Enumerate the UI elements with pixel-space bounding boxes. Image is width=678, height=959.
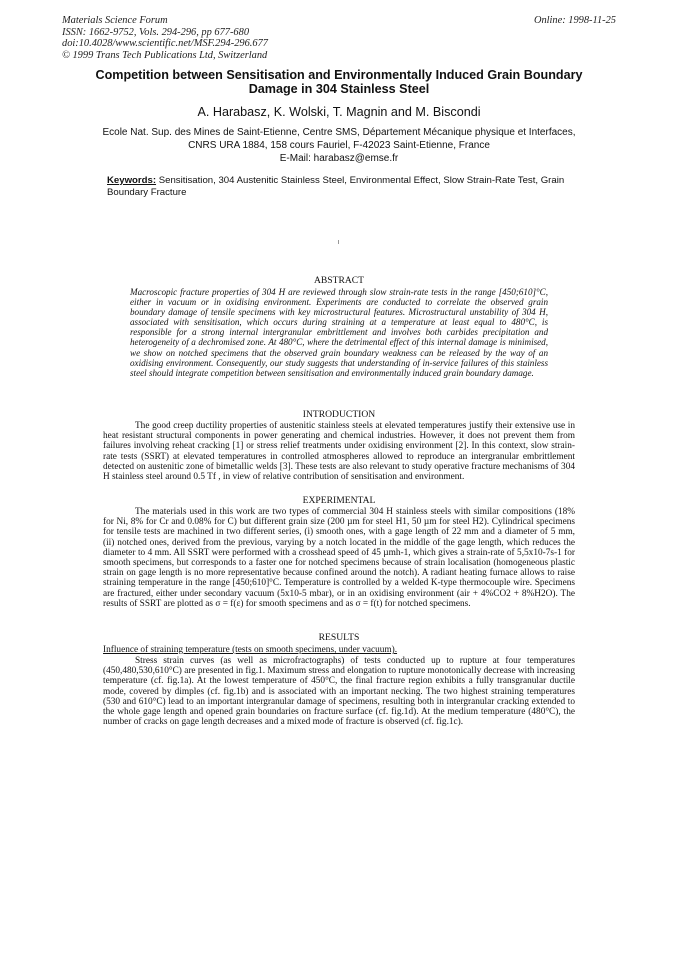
experimental-text: The materials used in this work are two types of commercial 304 H stainless steels with similar compositions (18% for Ni, 8% for Cr and 0.08% for C) but different grain size (200 µm for steel H1, 50 µm for steel H2). Cylindrical specimens for tensile tests are machined in two different series, (i) smooth ones, with a gage length of 22 mm and a diameter of 5 mm, (ii) notched ones, derived from the previous, varying by a notch located in the middle of the gage length, which reduces the diameter to 4 mm. All SSRT were performed with a crosshead speed of 45 µmh-1, which gives a strain-rate of 5,5x10-7s-1 for smooth specimens, but corresponds to a faster one for notched specimens because of strain localisation (homogeneous plastic strain on gage length is no more representative because confined around the notch). A radiant heating furnace allows to raise straining temperature in the range [450;610]°C. Temperature is controlled by a welded K-type thermocouple wire. Specimens are fractured, either under secondary vacuum (5x10-5 mbar), or in an oxidising environment (air + 4%CO2 + 8%H2O). The results of SSRT are plotted as σ = f(ε) for smooth specimens and as σ = f(t) for notched specimens. <box>103 507 575 609</box>
affiliation-block <box>96 127 582 165</box>
keywords-label: Keywords: <box>107 175 157 186</box>
paper-authors: A. Harabasz, K. Wolski, T. Magnin and M. Biscondi <box>197 105 481 119</box>
experimental-heading: EXPERIMENTAL <box>302 495 376 506</box>
paper-title: Competition between Sensitisation and Environmentally Induced Grain Boundary Damage in 304 Stainless Steel <box>95 68 583 97</box>
copyright-line: © 1999 Trans Tech Publications Ltd, Switzerland <box>62 49 268 61</box>
introduction-text: The good creep ductility properties of austenitic stainless steels at elevated temperatures justify their extensive use in heat resistant structural components in power generating and chemical industries. However, it does not prevent them from failures involving reheat cracking [1] or stress relief treatments under oxidising environment [2]. In this context, slow strain-rate tests (SSRT) at elevated temperatures in controlled atmospheres allowed to reproduce an intergranular embrittlement detected on austenitic zone of bimetallic welds [3]. These tests are also relevant to study operative fracture mechanisms of 304 H stainless steel around 0.5 Tf , in view of relative contribution of sensitisation and environment. <box>103 421 575 483</box>
email[interactable]: E-Mail: harabasz@emse.fr <box>279 152 399 164</box>
abstract-heading: ABSTRACT <box>313 275 365 286</box>
journal-name: Materials Science Forum <box>62 15 168 26</box>
results-heading: RESULTS <box>318 632 360 643</box>
online-date: Online: 1998-11-25 <box>533 15 616 26</box>
results-subheading: Influence of straining temperature (tests on smooth specimens, under vacuum). <box>103 645 398 655</box>
affiliation: Ecole Nat. Sup. des Mines de Saint-Etienne, Centre SMS, Département Mécanique physique et Interfaces, CNRS URA 1884, 158 cours Fauriel, F-42023 Saint-Etienne, France <box>102 127 576 151</box>
keywords-text: Sensitisation, 304 Austenitic Stainless Steel, Environmental Effect, Slow Strain-Rate Test, Grain Boundary Fracture <box>107 175 565 198</box>
doi-link[interactable]: doi:10.4028/www.scientific.net/MSF.294-296.677 <box>62 38 268 50</box>
results-text: Stress strain curves (as well as microfractographs) of tests conducted up to rupture at four temperatures (450,480,530,610°C) are presented in fig.1. Maximum stress and elongation to rupture monotonically decrease with increasing temperature (cf. fig.1a). At the lowest temperature of 450°C, the final fracture region exhibits a fully transgranular ductile mode, covered by dimples (cf. fig.1b) and is associated with an important necking. The two highest straining temperatures (530 and 610°C) lead to an important intergranular damage of specimens, resulting both in intergranular cracking extended to the whole gage length and opened grain boundaries on fracture surface (cf. fig.1d). At the medium temperature (480°C), the number of cracks on gage length decreases and a mixed mode of fracture is observed (cf. fig.1c). <box>103 656 575 728</box>
keywords-block <box>107 175 567 199</box>
abstract-text: Macroscopic fracture properties of 304 H are reviewed through slow strain-rate tests in the range [450;610]°C, either in vacuum or in oxidising environment. Experiments are conducted to correlate the observed grain boundary damage of tensile specimens with key microstructural features. Microstructural unstability of 304 H, associated with sensitisation, which occurs during straining at a temperature at least equal to 480°C, is responsible for a strong internal intergranular embrittlement and involves both carbides precipitation and heterogeneity of a dechromised zone. At 480°C, where the detrimental effect of this internal damage is minimised, we show on notched specimens that the observed grain boundary weakness can be released by the way of an oxidising environment. Consequently, our study suggests that understanding of in-service failures of this stainless steel should integrate competition between sensitisation and environmentally induced grain boundary damage. <box>130 287 548 378</box>
introduction-heading: INTRODUCTION <box>302 409 376 420</box>
page-center-mark <box>338 240 339 244</box>
issn-line: ISSN: 1662-9752, Vols. 294-296, pp 677-680 <box>62 26 250 38</box>
